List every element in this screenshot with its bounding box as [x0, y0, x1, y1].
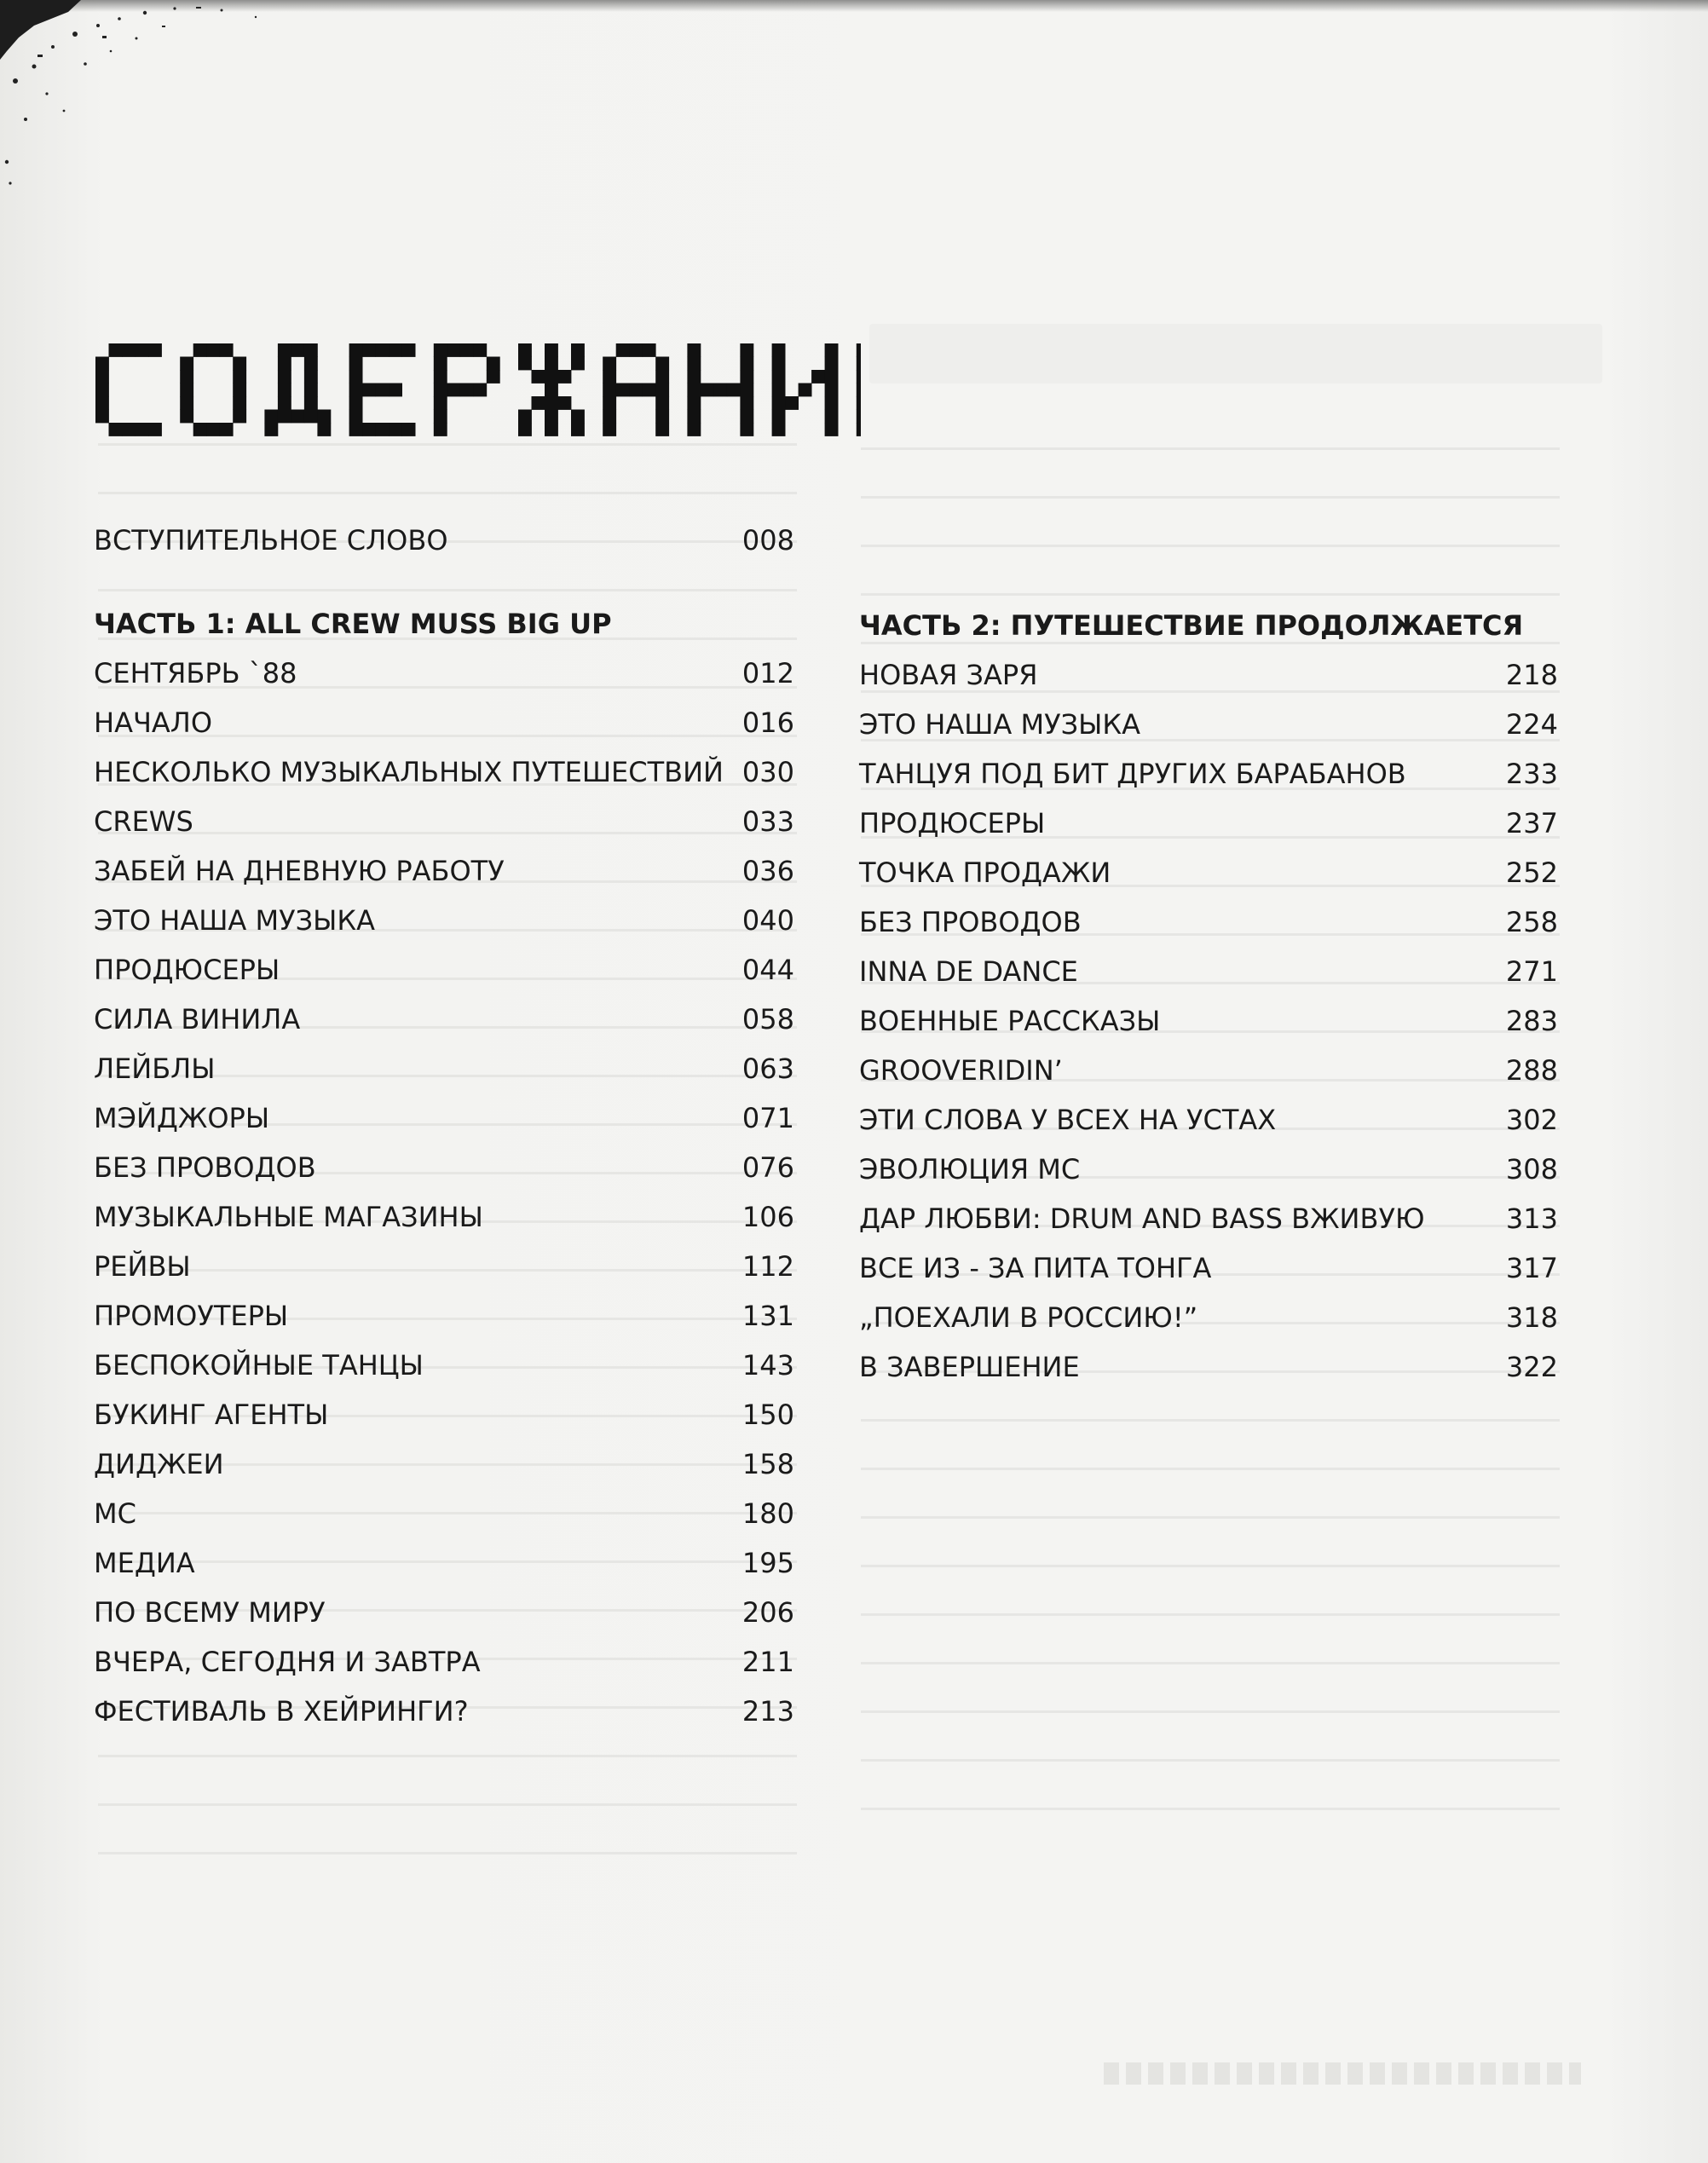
toc-entry[interactable]	[94, 1390, 794, 1439]
show-through-title	[869, 315, 1619, 392]
toc-entry-page: 302	[1505, 1104, 1558, 1136]
toc-entry-title: ВЧЕРА, СЕГОДНЯ И ЗАВТРА	[94, 1646, 481, 1678]
toc-entry-title: БЕЗ ПРОВОДОВ	[94, 1151, 316, 1184]
toc-entry[interactable]	[859, 848, 1558, 897]
toc-entry-title: ЗАБЕЙ НА ДНЕВНУЮ РАБОТУ	[94, 855, 505, 887]
toc-entry-page: 033	[741, 805, 794, 838]
toc-entry-page: 258	[1505, 906, 1558, 938]
toc-entry[interactable]	[859, 1095, 1558, 1145]
toc-entry[interactable]	[859, 947, 1558, 996]
toc-entry[interactable]	[94, 1291, 794, 1341]
toc-entry-page: 071	[741, 1102, 794, 1134]
part-1-title: ЧАСТЬ 1: ALL CREW MUSS BIG UP	[94, 608, 612, 640]
toc-entry-title: INNA DE DANCE	[859, 955, 1078, 988]
toc-entry-page: 288	[1505, 1054, 1558, 1087]
toc-entry-page: 063	[741, 1053, 794, 1085]
toc-entry[interactable]	[94, 1439, 794, 1489]
section-gap	[94, 565, 794, 599]
toc-entry-page: 271	[1505, 955, 1558, 988]
toc-entry[interactable]	[859, 1194, 1558, 1243]
toc-entry-page: 180	[741, 1497, 794, 1530]
toc-entry[interactable]	[94, 1687, 794, 1736]
toc-entry[interactable]	[859, 799, 1558, 848]
toc-entry-page: 206	[741, 1596, 794, 1629]
toc-entry[interactable]	[94, 995, 794, 1044]
toc-entry[interactable]	[859, 1046, 1558, 1095]
toc-entry-title: БУКИНГ АГЕНТЫ	[94, 1399, 329, 1431]
toc-entry[interactable]	[94, 945, 794, 995]
toc-entry[interactable]	[859, 897, 1558, 947]
toc-entry-title: ДАР ЛЮБВИ: DRUM AND BASS ВЖИВУЮ	[859, 1203, 1425, 1235]
toc-entry-title: ПРОДЮСЕРЫ	[94, 954, 280, 986]
toc-entry-page: 131	[741, 1300, 794, 1332]
toc-entry-page: 283	[1505, 1005, 1558, 1037]
toc-entry-title: ЭТИ СЛОВА У ВСЕХ НА УСТАХ	[859, 1104, 1277, 1136]
toc-entry[interactable]	[94, 1489, 794, 1538]
toc-entry-page: 252	[1505, 857, 1558, 889]
page-title-pixel-art	[94, 337, 861, 439]
toc-entry-page: 044	[741, 954, 794, 986]
toc-entry-page: 008	[741, 524, 794, 557]
part-2-entries	[859, 650, 1558, 1392]
toc-entry-page: 224	[1505, 708, 1558, 741]
toc-entry[interactable]	[859, 1145, 1558, 1194]
toc-entry-title: МУЗЫКАЛЬНЫЕ МАГАЗИНЫ	[94, 1201, 483, 1233]
toc-entry[interactable]	[94, 1242, 794, 1291]
toc-entry[interactable]	[859, 1243, 1558, 1293]
toc-entry[interactable]	[94, 846, 794, 896]
toc-entry[interactable]	[859, 749, 1558, 799]
toc-entry-page: 040	[741, 904, 794, 937]
toc-entry-page: 211	[741, 1646, 794, 1678]
toc-entry-title: ПРОМОУТЕРЫ	[94, 1300, 289, 1332]
part-2-title: ЧАСТЬ 2: ПУТЕШЕСТВИЕ ПРОДОЛЖАЕТСЯ	[859, 609, 1524, 642]
toc-entry-title: БЕЗ ПРОВОДОВ	[859, 906, 1082, 938]
toc-entry-title: СЕНТЯБРЬ `88	[94, 657, 297, 689]
toc-entry[interactable]	[859, 650, 1558, 700]
toc-left-column	[94, 516, 794, 1736]
toc-entry-page: 313	[1505, 1203, 1558, 1235]
toc-entry-page: 106	[741, 1201, 794, 1233]
toc-entry[interactable]	[94, 1637, 794, 1687]
toc-entry-page: 076	[741, 1151, 794, 1184]
toc-entry[interactable]	[859, 996, 1558, 1046]
toc-entry-title: МС	[94, 1497, 136, 1530]
toc-entry[interactable]	[94, 1192, 794, 1242]
toc-entry-title: ЭТО НАША МУЗЫКА	[94, 904, 375, 937]
toc-entry-title: ПРОДЮСЕРЫ	[859, 807, 1046, 839]
toc-entry-page: 058	[741, 1003, 794, 1035]
toc-right-column	[859, 601, 1558, 1392]
toc-entry-title: ВОЕННЫЕ РАССКАЗЫ	[859, 1005, 1161, 1037]
toc-entry-title: ЭТО НАША МУЗЫКА	[859, 708, 1140, 741]
toc-entry-page: 030	[741, 756, 794, 788]
toc-entry-page: 233	[1505, 758, 1558, 790]
toc-entry[interactable]	[94, 1588, 794, 1637]
toc-entry-title: В ЗАВЕРШЕНИЕ	[859, 1351, 1080, 1383]
toc-entry-page: 012	[741, 657, 794, 689]
toc-entry-title: ТАНЦУЯ ПОД БИТ ДРУГИХ БАРАБАНОВ	[859, 758, 1406, 790]
toc-entry-title: ФЕСТИВАЛЬ В ХЕЙРИНГИ?	[94, 1695, 469, 1728]
toc-entry-title: ТОЧКА ПРОДАЖИ	[859, 857, 1111, 889]
toc-entry-title: МЕДИА	[94, 1547, 195, 1579]
toc-entry-title: ЛЕЙБЛЫ	[94, 1053, 216, 1085]
toc-entry[interactable]	[94, 1341, 794, 1390]
toc-entry[interactable]	[94, 896, 794, 945]
part-1-heading[interactable]	[94, 599, 794, 649]
part-1-entries	[94, 649, 794, 1736]
toc-entry-title: CREWS	[94, 805, 193, 838]
toc-entry[interactable]	[859, 1293, 1558, 1342]
toc-entry-page: 237	[1505, 807, 1558, 839]
toc-entry-title: ВСЕ ИЗ - ЗА ПИТА ТОНГА	[859, 1252, 1212, 1284]
toc-entry[interactable]	[94, 1093, 794, 1143]
toc-entry-title: ВСТУПИТЕЛЬНОЕ СЛОВО	[94, 524, 448, 557]
toc-entry-page: 322	[1505, 1351, 1558, 1383]
show-through-footer	[1104, 2062, 1581, 2085]
page-title	[94, 337, 861, 439]
toc-entry-title: ЭВОЛЮЦИЯ МС	[859, 1153, 1081, 1185]
ink-speckles-decoration	[0, 0, 307, 196]
toc-entry-page: 318	[1505, 1301, 1558, 1334]
toc-entry-page: 158	[741, 1448, 794, 1480]
toc-entry-title: СИЛА ВИНИЛА	[94, 1003, 301, 1035]
toc-entry-title: НОВАЯ ЗАРЯ	[859, 659, 1038, 691]
toc-entry[interactable]	[94, 797, 794, 846]
toc-entry-title: ДИДЖЕИ	[94, 1448, 224, 1480]
toc-entry[interactable]	[94, 649, 794, 698]
toc-entry[interactable]	[94, 1538, 794, 1588]
toc-entry-title: НЕСКОЛЬКО МУЗЫКАЛЬНЫХ ПУТЕШЕСТВИЙ	[94, 756, 724, 788]
toc-entry-page: 308	[1505, 1153, 1558, 1185]
toc-entry-title: „ПОЕХАЛИ В РОССИЮ!”	[859, 1301, 1198, 1334]
toc-entry-title: НАЧАЛО	[94, 707, 213, 739]
toc-entry-title: ПО ВСЕМУ МИРУ	[94, 1596, 326, 1629]
toc-entry-page: 150	[741, 1399, 794, 1431]
toc-entry[interactable]	[859, 700, 1558, 749]
toc-entry-title: РЕЙВЫ	[94, 1250, 191, 1283]
toc-entry-page: 218	[1505, 659, 1558, 691]
toc-entry[interactable]	[94, 698, 794, 747]
toc-entry-title: БЕСПОКОЙНЫЕ ТАНЦЫ	[94, 1349, 424, 1381]
part-2-heading[interactable]	[859, 601, 1558, 650]
toc-entry-intro[interactable]	[94, 516, 794, 565]
toc-entry-page: 143	[741, 1349, 794, 1381]
toc-entry-page: 016	[741, 707, 794, 739]
toc-entry-page: 213	[741, 1695, 794, 1728]
toc-entry-title: GROOVERIDIN’	[859, 1054, 1063, 1087]
toc-entry[interactable]	[94, 747, 794, 797]
toc-entry-title: МЭЙДЖОРЫ	[94, 1102, 270, 1134]
toc-entry[interactable]	[94, 1143, 794, 1192]
toc-entry-page: 036	[741, 855, 794, 887]
toc-entry-page: 195	[741, 1547, 794, 1579]
toc-entry-page: 317	[1505, 1252, 1558, 1284]
toc-entry[interactable]	[859, 1342, 1558, 1392]
toc-entry[interactable]	[94, 1044, 794, 1093]
toc-entry-page: 112	[741, 1250, 794, 1283]
